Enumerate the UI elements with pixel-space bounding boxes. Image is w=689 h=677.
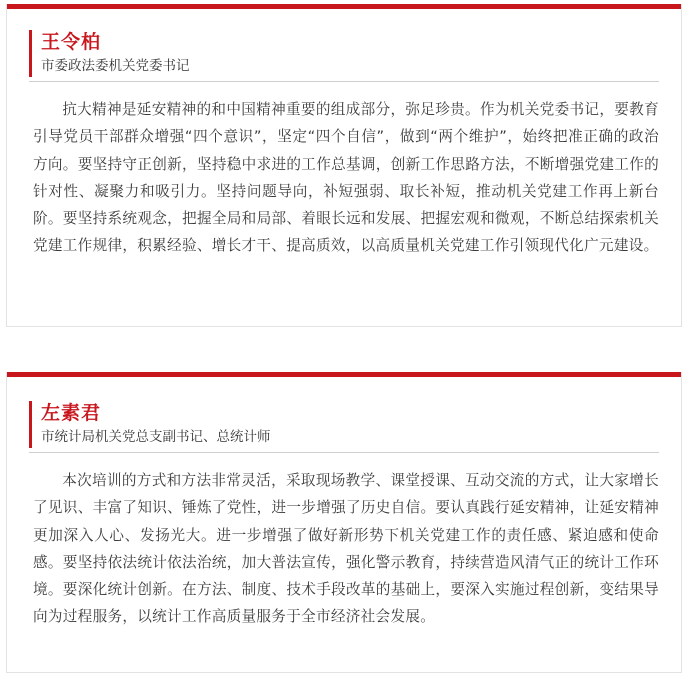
card-top-bar (7, 4, 681, 9)
person-name: 左素君 (41, 402, 102, 424)
statement-text: 本次培训的方式和方法非常灵活，采取现场教学、课堂授课、互动交流的方式，让大家增长了见识、丰富了知识、锤炼了党性，进一步增强了历史自信。要认真践行延安精神，让延安精神更加深入人心、发扬光大。进一步增强了做好新形势下机关党建工作的责任感、紧迫感和使命感。要坚持依法统计依法治统，加大普法宣传，强化警示教育，持续营造风清气正的统计工作环境。要深化统计创新。在方法、制度、技术手段改革的基础上，要深入实施过程创新，变结果导向为过程服务，以统计工作高质量服务于全市经济社会发展。 (33, 472, 659, 626)
person-name: 王令柏 (41, 31, 102, 53)
card-top-bar (7, 372, 681, 377)
profile-card-1 (6, 4, 682, 327)
person-title: 市统计局机关党总支副书记、总统计师 (41, 429, 271, 445)
title-divider (29, 81, 659, 82)
person-title: 市委政法委机关党委书记 (41, 58, 190, 74)
name-block (29, 30, 681, 77)
statement-text: 抗大精神是延安精神的和中国精神重要的组成部分，弥足珍贵。作为机关党委书记，要教育引导党员干部群众增强“四个意识”，坚定“四个自信”，做到“两个维护”，始终把准正确的政治方向。要坚持守正创新，坚持稳中求进的工作总基调，创新工作思路方法，不断增强党建工作的针对性、凝聚力和吸引力。坚持问题导向，补短强弱、取长补短，推动机关党建工作再上新台阶。要坚持系统观念，把握全局和局部、着眼长远和发展、把握宏观和微观，不断总结探索机关党建工作规律，积累经验、增长才干、提高质效，以高质量机关党建工作引领现代化广元建设。 (33, 101, 659, 255)
profile-card-2 (6, 372, 682, 673)
name-block (29, 401, 681, 448)
title-divider (29, 452, 659, 453)
